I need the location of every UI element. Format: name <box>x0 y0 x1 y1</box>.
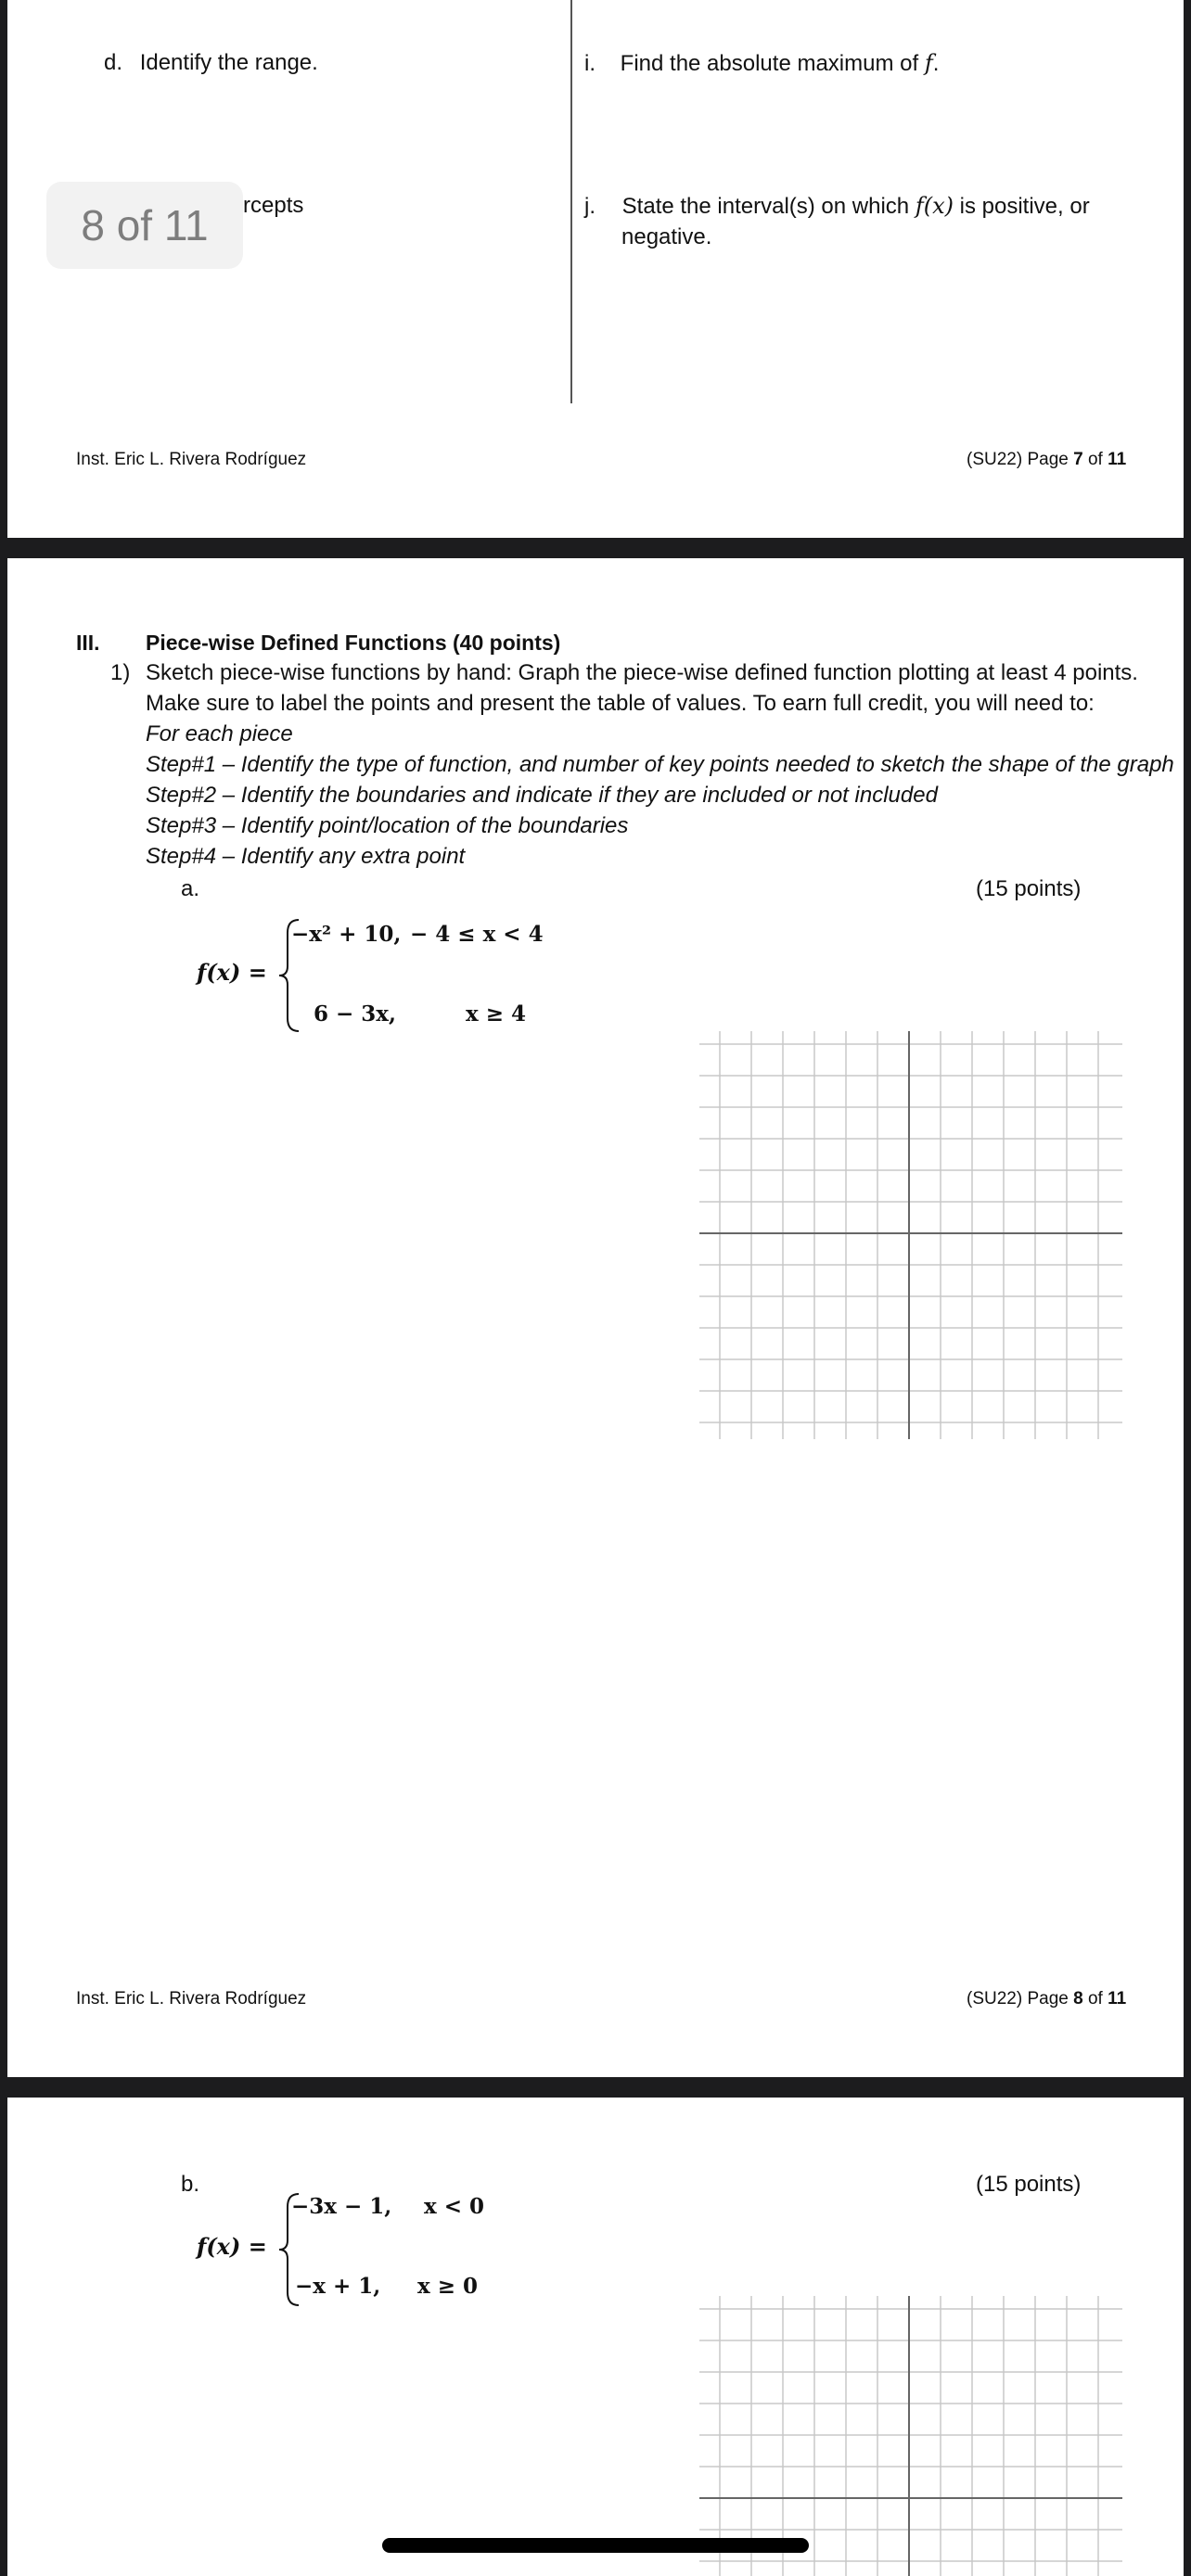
part-a-label: a. <box>181 876 200 901</box>
question-e-partial: rcepts <box>243 193 304 218</box>
page-9 <box>7 2098 1184 2576</box>
part-b-label: b. <box>181 2172 200 2197</box>
footer-left: Inst. Eric L. Rivera Rodríguez <box>76 450 307 469</box>
section-number: III. <box>76 631 100 655</box>
question-j-line2: negative. <box>621 224 712 249</box>
part-b-lhs: f(x) = <box>197 2233 267 2260</box>
part-a-points: (15 points) <box>976 876 1082 901</box>
part-a-piece2-cond: x ≥ 4 <box>466 1001 527 1027</box>
footer-right: (SU22) Page 8 of 11 <box>967 1989 1127 2009</box>
step-2: Step#2 – Identify the boundaries and indicate if they are included or not included <box>146 783 938 808</box>
part-a-lhs: f(x) = <box>197 959 267 986</box>
part-b-piece1-cond: x < 0 <box>424 2194 485 2219</box>
instructions-line2: Make sure to label the points and present the table of values. To earn full credit, you will need to: <box>146 691 1095 716</box>
page-indicator-badge: 8 of 11 <box>46 182 243 269</box>
question-j: j. State the interval(s) on which f(x) is positive, or <box>584 193 1090 219</box>
home-indicator[interactable] <box>382 2538 809 2553</box>
question-d: d. Identify the range. <box>104 50 318 75</box>
graph-grid-b <box>699 2296 1126 2576</box>
part-a-piece1-cond: − 4 ≤ x < 4 <box>410 922 544 947</box>
step-1: Step#1 – Identify the type of function, and number of key points needed to sketch the shape of the graph <box>146 752 1174 777</box>
step-3: Step#3 – Identify point/location of the boundaries <box>146 813 629 838</box>
column-divider <box>570 0 572 403</box>
part-b-points: (15 points) <box>976 2172 1082 2197</box>
graph-grid-a <box>699 1031 1126 1458</box>
part-b-piece1-expr: −3x − 1, <box>291 2194 392 2219</box>
question-i: i. Find the absolute maximum of f. <box>584 50 940 76</box>
footer-left: Inst. Eric L. Rivera Rodríguez <box>76 1989 307 2009</box>
part-b-piece2-expr: −x + 1, <box>295 2274 381 2299</box>
part-a-piece1-expr: −x² + 10, <box>291 922 402 947</box>
footer-right: (SU22) Page 7 of 11 <box>967 450 1127 469</box>
instructions-line1: Sketch piece-wise functions by hand: Graph the piece-wise defined function plotting at least 4 points. <box>146 660 1138 685</box>
step-4: Step#4 – Identify any extra point <box>146 844 466 869</box>
part-b-piece2-cond: x ≥ 0 <box>417 2274 479 2299</box>
part-a-piece2-expr: 6 − 3x, <box>314 1001 397 1027</box>
page-8 <box>7 558 1184 2077</box>
item-number: 1) <box>110 660 131 685</box>
section-title: Piece-wise Defined Functions (40 points) <box>146 631 561 655</box>
page-7 <box>7 0 1184 538</box>
for-each-piece: For each piece <box>146 721 293 746</box>
